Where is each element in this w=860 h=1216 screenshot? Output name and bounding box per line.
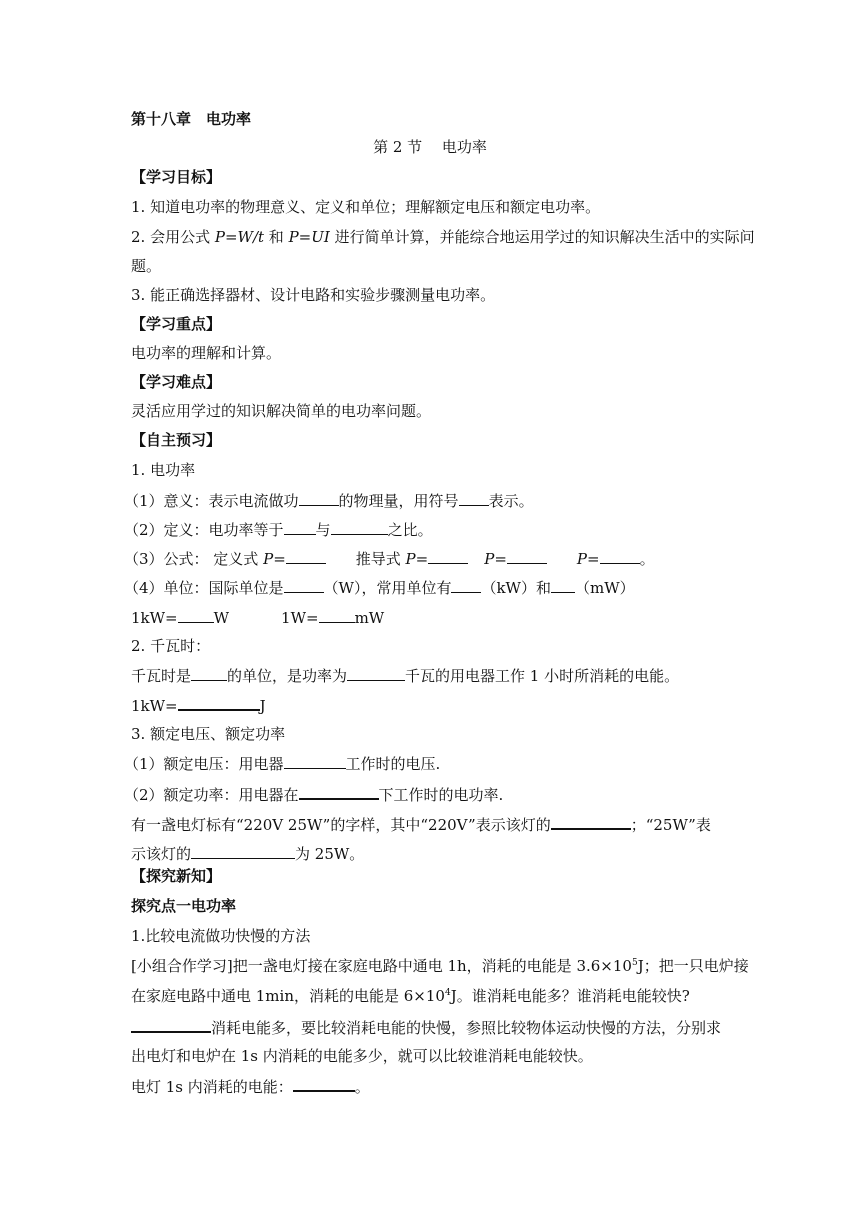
blank-field[interactable] <box>191 843 295 859</box>
preview-item-3: 3. 额定电压、额定功率 <box>131 725 286 743</box>
preview-item-2: 2. 千瓦时： <box>131 637 211 655</box>
goal-3: 3. 能正确选择器材、设计电路和实验步骤测量电功率。 <box>131 286 496 304</box>
group-study-line-2: 在家庭电路中通电 1min，消耗的电能是 $6\times 10^4J$。谁消耗电能多？谁消耗电能较快? <box>131 987 690 1005</box>
blank-field[interactable] <box>507 548 547 564</box>
conversion-line: 1kW= W 1W= mW <box>131 609 385 627</box>
focus-heading: 【学习重点】 <box>131 315 222 333</box>
blank-field[interactable] <box>286 548 326 564</box>
blank-field[interactable] <box>178 694 260 711</box>
blank-field[interactable] <box>131 1016 211 1033</box>
group-study-line-1: [小组合作学习]把一盏电灯接在家庭电路中通电 1h，消耗的电能是 $3.6\times 10^5J$；把一只电炉接 <box>131 957 749 975</box>
goal-2-cont: 题。 <box>131 257 162 275</box>
kwh-line: 千瓦时是 的单位，是功率为 千瓦的用电器工作 1 小时所消耗的电能。 <box>131 667 680 685</box>
section-title: 第 2 节 电功率 <box>373 138 487 156</box>
explore-item-1: 1.比较电流做功快慢的方法 <box>131 927 311 945</box>
lamp-line-cont: 示该灯的 为 25W。 <box>131 845 365 863</box>
blank-field[interactable] <box>299 783 379 800</box>
explore-point: 探究点一电功率 <box>131 897 237 915</box>
focus-text: 电功率的理解和计算。 <box>131 344 282 362</box>
difficulty-text: 灵活应用学过的知识解决简单的电功率问题。 <box>131 402 432 420</box>
blank-field[interactable] <box>600 548 640 564</box>
blank-field[interactable] <box>284 519 316 535</box>
blank-field[interactable] <box>551 813 631 830</box>
definition-line: （2）定义：电功率等于 与 之比。 <box>124 521 433 539</box>
blank-field[interactable] <box>284 753 346 769</box>
rated-power-line: （2）额定功率：用电器在 下工作时的电功率. <box>124 783 503 805</box>
blank-field[interactable] <box>319 607 355 623</box>
blank-field[interactable] <box>191 665 227 681</box>
blank-field[interactable] <box>451 577 481 593</box>
blank-field[interactable] <box>299 490 339 506</box>
blank-field[interactable] <box>551 577 575 593</box>
difficulty-heading: 【学习难点】 <box>131 373 222 391</box>
blank-field[interactable] <box>347 665 405 681</box>
blank-field[interactable] <box>331 519 388 535</box>
preview-item-1: 1. 电功率 <box>131 461 196 479</box>
blank-field[interactable] <box>459 490 489 506</box>
lamp-energy-line: 电灯 1s 内消耗的电能： 。 <box>131 1075 370 1097</box>
blank-field[interactable] <box>178 607 214 623</box>
lamp-line: 有一盏电灯标有“220V 25W”的字样，其中“220V”表示该灯的 ；“25W”表 <box>131 813 711 835</box>
group-study-line-4: 出电灯和电炉在 1s 内消耗的电能多少，就可以比较谁消耗电能较快。 <box>131 1047 593 1065</box>
unit-line: （4）单位：国际单位是 （W），常用单位有 （kW）和 （mW） <box>124 579 635 597</box>
blank-field[interactable] <box>293 1075 355 1092</box>
blank-field[interactable] <box>428 548 468 564</box>
formula-line: （3）公式： 定义式 P= 推导式 P= P= P= 。 <box>124 550 655 568</box>
rated-voltage-line: （1）额定电压：用电器 工作时的电压. <box>124 755 441 773</box>
chapter-title: 第十八章 电功率 <box>131 110 252 128</box>
goal-2: 2. 会用公式 P=W/t 和 P=UI 进行简单计算，并能综合地运用学过的知识解决生活中的实际问 <box>131 228 755 246</box>
group-study-line-3: 消耗电能多，要比较消耗电能的快慢，参照比较物体运动快慢的方法，分别求 <box>131 1016 721 1038</box>
goals-heading: 【学习目标】 <box>131 168 222 186</box>
explore-heading: 【探究新知】 <box>131 867 222 885</box>
blank-field[interactable] <box>284 577 324 593</box>
preview-heading: 【自主预习】 <box>131 431 222 449</box>
goal-1: 1. 知道电功率的物理意义、定义和单位；理解额定电压和额定电功率。 <box>131 198 601 216</box>
meaning-line: （1）意义：表示电流做功 的物理量，用符号 表示。 <box>124 492 534 510</box>
kwh-conversion-line: 1kW= J <box>131 694 266 716</box>
